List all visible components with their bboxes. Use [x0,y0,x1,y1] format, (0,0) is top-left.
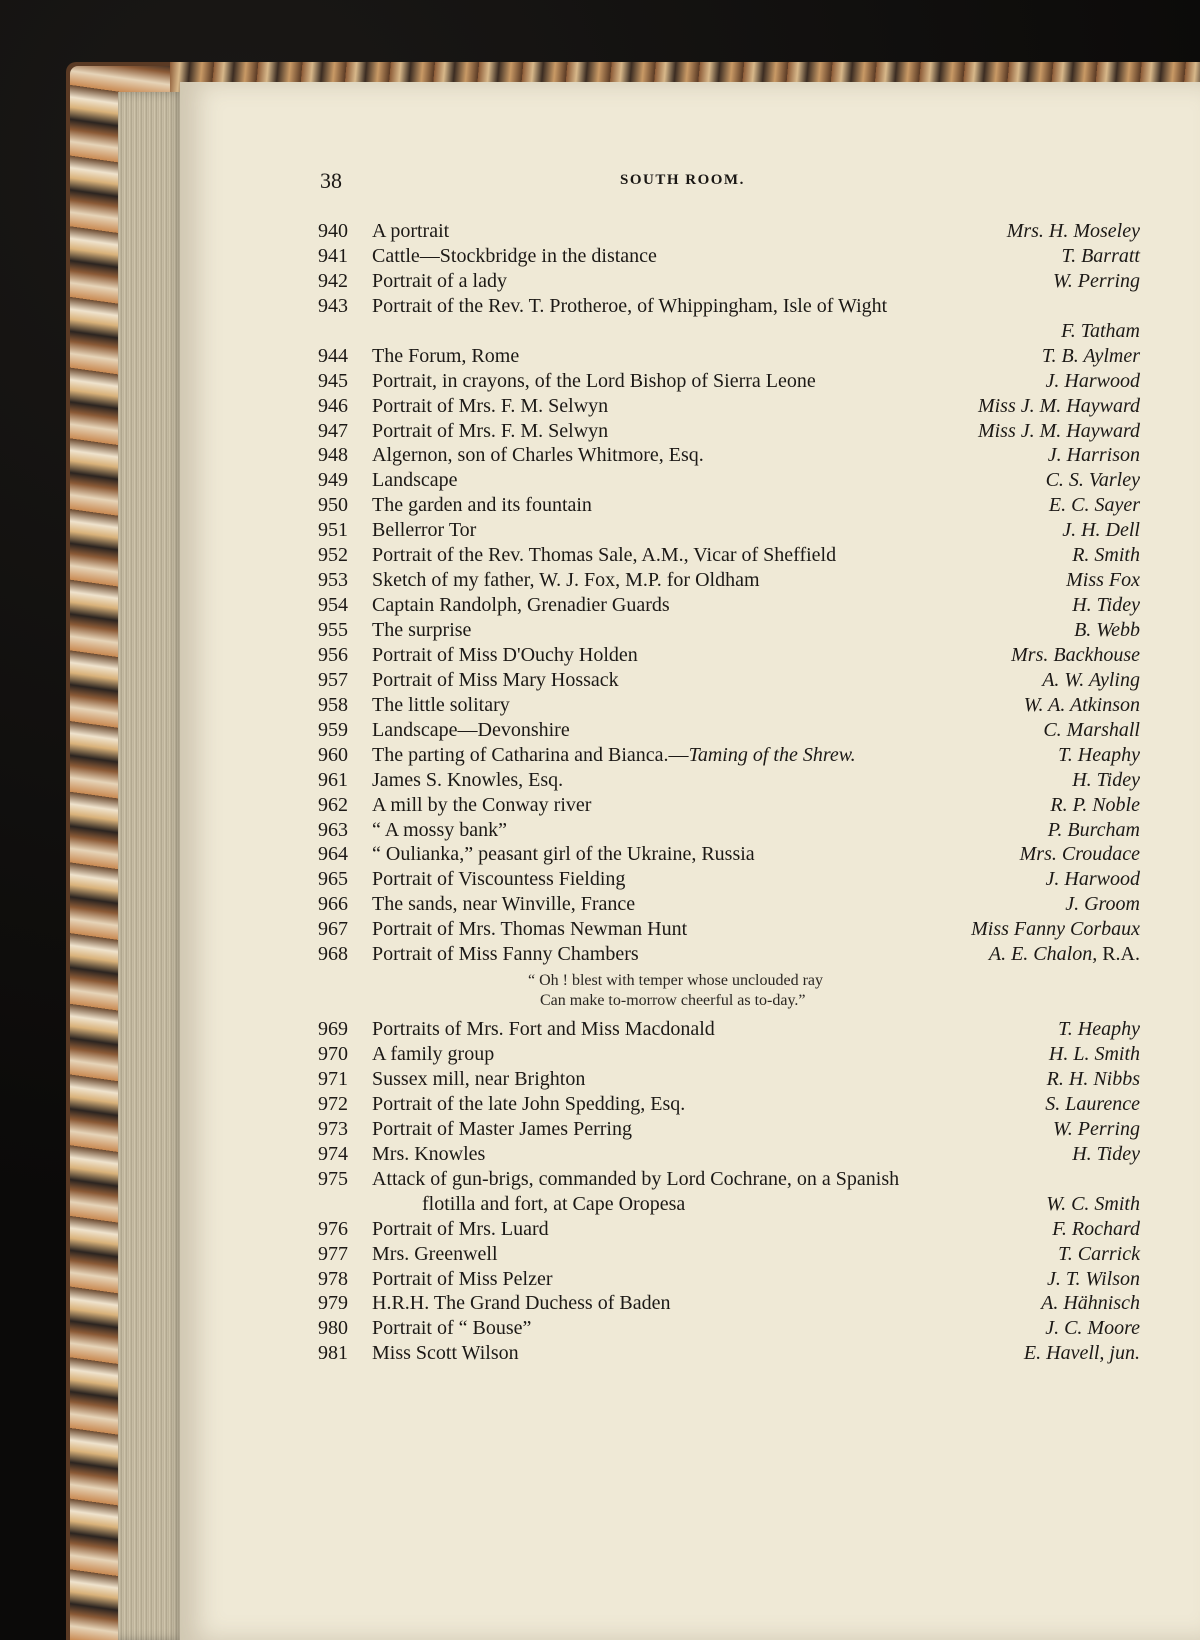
entry-artist-name: J. Harwood [1045,868,1140,891]
entry-title-text: A portrait [372,220,450,242]
catalogue-entry [318,493,1140,518]
entry-artist [989,942,1140,967]
catalogue-entry [318,867,1140,892]
entry-title-text: Portrait of a lady [372,269,507,292]
entry-title [372,942,639,967]
entry-title [372,818,507,843]
entry-artist-name: W. C. Smith [1046,1192,1140,1215]
catalogue-entry [318,818,1140,843]
entry-title [372,693,510,718]
catalogue-entry [318,244,1140,269]
entry-artist-name: C. S. Varley [1045,469,1140,492]
entry-title-text: Portrait of Mrs. F. M. Selwyn [372,394,609,417]
entry-title-text: Portrait of the Rev. Thomas Sale, A.M., Vicar of Sheffield [372,544,837,567]
entry-title [372,1117,632,1142]
entry-title [372,1217,549,1242]
entry-artist-name: W. Perring [1052,1117,1140,1140]
entry-artist [1011,643,1140,668]
entry-artist-name: Miss Fanny Corbaux [971,918,1140,941]
entry-number: 948 [318,444,348,467]
entry-artist [1049,493,1140,518]
entry-title [372,668,619,693]
entry-artist [1065,892,1140,917]
entry-title [372,219,449,244]
entry-artist-name: T. Heaphy [1058,743,1140,766]
entry-artist-name: E. C. Sayer [1048,494,1140,517]
catalogue-entry [318,443,1140,468]
entry-title-text: H.R.H. The Grand Duchess of Baden [372,1292,671,1315]
entry-artist [1072,1142,1140,1167]
catalogue-entry [318,1341,1140,1366]
entry-title-text: A family group [372,1043,495,1066]
entry-title [372,1042,494,1067]
entry-number: 958 [318,693,348,716]
catalogue-entry [318,768,1140,793]
catalogue-entry [318,1092,1140,1117]
entry-title [372,269,507,294]
entry-artist [1072,543,1140,568]
entry-title [372,1316,531,1341]
entry-artist [1072,768,1140,793]
entry-artist [1041,1291,1140,1316]
entry-title [372,568,760,593]
entry-number: 970 [318,1043,348,1066]
entry-artist [1066,568,1140,593]
entry-title-text: The sands, near Winville, France [372,893,636,916]
entry-title-text: Landscape—Devonshire [372,718,570,741]
entry-artist [1042,668,1140,693]
entry-artist [1047,1267,1140,1292]
entry-artist [1074,618,1140,643]
entry-title-text: Portraits of Mrs. Fort and Miss Macdonald [372,1018,715,1041]
entry-title [372,743,856,768]
entry-artist [1007,219,1140,244]
entry-artist-name: Miss J. M. Hayward [977,394,1140,417]
entry-number: 968 [318,943,348,966]
entry-number: 955 [318,619,348,641]
entry-title-text: Portrait of Mrs. F. M. Selwyn [372,419,609,442]
entry-number: 980 [318,1317,348,1340]
entry-title-text: “ A mossy bank” [372,818,507,841]
entry-title [372,1167,899,1192]
entry-title-text: A mill by the Conway river [372,793,592,816]
entry-number: 961 [318,768,348,791]
entry-number: 959 [318,718,348,741]
entry-artist [1048,443,1140,468]
catalogue-entry [318,942,1140,967]
catalogue-entry [318,917,1140,942]
entry-title [372,543,836,568]
entry-artist-name: T. Barratt [1061,244,1140,267]
entry-title [372,793,591,818]
catalogue-entry [318,1316,1140,1341]
entry-artist-name: A. Hähnisch [1041,1292,1140,1315]
catalogue-entry [318,1291,1140,1316]
catalogue-entry [318,1167,1140,1192]
catalogue-entry [318,892,1140,917]
entry-artist-name: J. H. Dell [1062,519,1140,542]
entry-artist-name: T. B. Aylmer [1041,344,1140,367]
entry-number: 944 [318,344,348,367]
entry-title [372,1067,585,1092]
catalogue-entry-continuation [318,1192,1140,1217]
entry-number: 943 [318,294,348,317]
entry-artist-name: J. C. Moore [1045,1317,1140,1340]
entry-artist [1058,1017,1140,1042]
catalogue-entry [318,643,1140,668]
entry-artist [1045,1316,1140,1341]
entry-title-text: Captain Randolph, Grenadier Guards [372,594,670,617]
entry-title-text: Portrait of the late John Spedding, Esq. [372,1092,686,1115]
entry-number: 945 [318,369,348,392]
entry-artist [1042,344,1140,369]
epigraph-line-2: Can make to-morrow cheerful as to-day.” [540,992,806,1010]
entry-title-text: Mrs. Knowles [372,1142,486,1165]
entry-number: 956 [318,643,348,666]
catalogue-entry [318,693,1140,718]
entry-title-text: Portrait, in crayons, of the Lord Bishop of Sierra Leone [372,369,816,392]
catalogue-entry [318,1242,1140,1267]
entry-number: 972 [318,1092,348,1115]
entry-artist-name: Miss Fox [1066,569,1140,592]
entry-title-italic: Taming of the Shrew. [688,743,856,766]
entry-artist [1046,468,1140,493]
entry-title [372,394,608,419]
entry-title-continuation: flotilla and fort, at Cape Oropesa [422,1192,686,1215]
entry-title [372,1242,498,1267]
entry-title-text: The Forum, Rome [372,344,520,367]
entry-title [372,1341,519,1366]
entry-artist-name: F. Rochard [1052,1217,1140,1240]
entry-artist-name: Mrs. Backhouse [1011,643,1140,666]
entry-title-text: Attack of gun-brigs, commanded by Lord Cochrane, on a Spanish [372,1167,900,1190]
entry-artist-name: E. Havell, jun. [1023,1342,1140,1365]
entry-number: 949 [318,469,348,492]
catalogue-entry [318,1042,1140,1067]
entry-title-text: The surprise [372,619,472,641]
entry-title-text: Algernon, son of Charles Whitmore, Esq. [372,444,704,467]
entry-artist [978,419,1140,444]
entry-title-text: Mrs. Greenwell [372,1242,498,1265]
catalogue-entry [318,568,1140,593]
entry-title [372,1291,670,1316]
entry-title [372,917,687,942]
catalogue-entry [318,1267,1140,1292]
entry-number: 947 [318,419,348,442]
catalogue-entry [318,1067,1140,1092]
catalogue-entry [318,842,1140,867]
entry-artist-name: J. Harrison [1047,444,1140,467]
catalogue-entry [318,518,1140,543]
entry-number: 946 [318,394,348,417]
entry-artist-name: J. T. Wilson [1047,1267,1140,1290]
entry-title [372,493,592,518]
entry-artist-name: Mrs. H. Moseley [1006,220,1140,242]
entry-title [372,1267,553,1292]
entry-title-text: Portrait of Miss Fanny Chambers [372,943,639,966]
entry-title-text: The little solitary [372,693,510,716]
entry-artist [1045,1092,1140,1117]
entry-number: 965 [318,868,348,891]
epigraph-line-1: “ Oh ! blest with temper whose unclouded ray [528,972,824,990]
entry-artist-name: R. P. Noble [1050,793,1140,816]
catalogue-entry [318,419,1140,444]
entry-number: 962 [318,793,348,816]
entry-number: 960 [318,743,348,766]
entry-number: 950 [318,494,348,517]
entry-title-text: Portrait of Miss D'Ouchy Holden [372,643,638,666]
entry-title [372,369,816,394]
entry-artist-name: T. Heaphy [1058,1018,1140,1041]
entry-artist-name: W. A. Atkinson [1023,693,1140,716]
catalogue-entry [318,743,1140,768]
entry-title [372,643,638,668]
entry-number: 978 [318,1267,348,1290]
catalogue-entry [318,219,1140,244]
entry-title-text: Portrait of the Rev. T. Protheroe, of Whippingham, Isle of Wight [372,294,888,317]
entry-number: 941 [318,244,348,267]
entry-artist [1046,1192,1140,1217]
entry-number: 951 [318,519,348,542]
entry-title-text: Miss Scott Wilson [372,1342,519,1365]
entry-title [372,443,704,468]
entry-number: 966 [318,893,348,916]
entry-number: 953 [318,569,348,592]
catalogue-entry [318,1217,1140,1242]
entry-artist [1058,743,1140,768]
entry-artist-suffix: R.A. [1097,943,1140,966]
catalogue-entry-artist-line [318,319,1140,344]
entry-artist [1047,1067,1140,1092]
catalogue-entry [318,394,1140,419]
entry-title [372,618,471,643]
entry-number: 954 [318,594,348,617]
entry-title [372,244,657,269]
entry-artist [1072,593,1140,618]
catalogue-entry [318,668,1140,693]
entry-title-text: Cattle—Stockbridge in the distance [372,244,657,267]
page-edges [118,92,184,1640]
entry-artist-name: Mrs. Croudace [1019,843,1140,866]
page-header [320,168,1140,198]
entry-artist-name: J. Harwood [1045,369,1140,392]
entry-number: 963 [318,818,348,841]
entry-number: 952 [318,544,348,567]
catalogue-entry [318,1142,1140,1167]
entry-artist [1053,269,1140,294]
entry-artist [1053,1117,1140,1142]
entry-title-text: Sussex mill, near Brighton [372,1068,586,1090]
entry-title [372,1092,685,1117]
entry-title-text: The parting of Catharina and Bianca.— [372,743,689,766]
catalogue-entry [318,543,1140,568]
entry-artist-name: R. H. Nibbs [1046,1068,1140,1090]
entry-artist [1024,693,1140,718]
entry-number: 974 [318,1142,348,1165]
entry-title-text: James S. Knowles, Esq. [372,768,564,791]
catalogue-entry [318,369,1140,394]
entry-number: 957 [318,668,348,691]
entry-title-text: Portrait of Mrs. Luard [372,1217,549,1240]
entry-artist [1048,818,1140,843]
catalogue-entry [318,793,1140,818]
catalogue-entry [318,269,1140,294]
entry-title [372,718,570,743]
entry-artist [1020,842,1140,867]
catalogue-entry [318,468,1140,493]
running-head: SOUTH ROOM. [620,172,745,188]
entry-number: 975 [318,1167,348,1190]
entry-number: 942 [318,269,348,292]
entry-number: 940 [318,220,348,242]
entry-artist [1046,867,1140,892]
entry-artist [1058,1242,1140,1267]
entry-title-text: Bellerror Tor [372,519,477,542]
catalogue-entry [318,1017,1140,1042]
entry-artist-name: H. Tidey [1072,768,1140,791]
entry-artist-name: W. Perring [1052,269,1140,292]
epigraph-quote [318,967,1140,1017]
entry-title-text: “ Oulianka,” peasant girl of the Ukraine, Russia [372,843,755,866]
entry-title [372,892,635,917]
entry-number: 973 [318,1117,348,1140]
entry-artist-name: B. Webb [1074,619,1140,641]
entry-number: 967 [318,918,348,941]
entry-number: 979 [318,1292,348,1315]
entry-number: 981 [318,1342,348,1365]
entry-artist [1024,1341,1140,1366]
entry-number: 977 [318,1242,348,1265]
entry-artist [1043,718,1140,743]
entry-artist [1049,1042,1140,1067]
catalogue-entry [318,593,1140,618]
entry-artist-name: S. Laurence [1045,1092,1140,1115]
entry-artist [1052,1217,1140,1242]
catalogue-entry-list [318,219,1140,1366]
entry-title-text: The garden and its fountain [372,494,592,517]
entry-artist [1062,518,1140,543]
entry-title [372,294,887,319]
entry-title [372,419,608,444]
entry-title [372,344,519,369]
entry-artist-name: F. Tatham [1061,319,1140,342]
catalogue-entry [318,294,1140,319]
entry-artist [1050,793,1140,818]
entry-artist-name: H. Tidey [1072,594,1140,617]
entry-artist-name: H. L. Smith [1048,1043,1140,1066]
entry-title-text: Sketch of my father, W. J. Fox, M.P. for Oldham [372,569,760,592]
entry-title-text: Portrait of Viscountess Fielding [372,868,626,891]
page-number: 38 [320,168,342,193]
entry-title [372,468,458,493]
entry-artist-name: C. Marshall [1043,718,1140,741]
entry-title-text: Landscape [372,469,458,492]
entry-number: 969 [318,1018,348,1041]
entry-artist-name: A. E. Chalon, [988,943,1098,966]
catalogue-entry [318,1117,1140,1142]
entry-artist [1061,319,1140,344]
entry-title [372,1142,485,1167]
entry-title-text: Portrait of Master James Perring [372,1117,632,1140]
entry-number: 976 [318,1217,348,1240]
entry-artist [978,394,1140,419]
entry-artist [1061,244,1140,269]
entry-artist-name: T. Carrick [1058,1242,1140,1265]
entry-number: 964 [318,843,348,866]
entry-artist [1046,369,1140,394]
entry-artist-name: J. Groom [1065,893,1140,916]
entry-title-text: Portrait of Miss Pelzer [372,1267,553,1290]
entry-artist-name: A. W. Ayling [1042,668,1140,691]
entry-title [372,1017,715,1042]
entry-title [372,842,755,867]
catalogue-entry [318,718,1140,743]
entry-artist-name: R. Smith [1072,544,1140,567]
entry-artist-name: H. Tidey [1072,1142,1140,1165]
entry-artist [971,917,1140,942]
entry-title [372,768,563,793]
entry-number: 971 [318,1068,348,1090]
catalogue-entry [318,618,1140,643]
entry-title-text: Portrait of “ Bouse” [372,1317,532,1340]
entry-title [372,593,670,618]
catalogue-entry [318,344,1140,369]
entry-title-text: Portrait of Mrs. Thomas Newman Hunt [372,918,688,941]
entry-title-text: Portrait of Miss Mary Hossack [372,668,619,691]
entry-artist-name: P. Burcham [1047,818,1140,841]
entry-artist-name: Miss J. M. Hayward [977,419,1140,442]
entry-title [372,867,625,892]
entry-title [372,518,476,543]
